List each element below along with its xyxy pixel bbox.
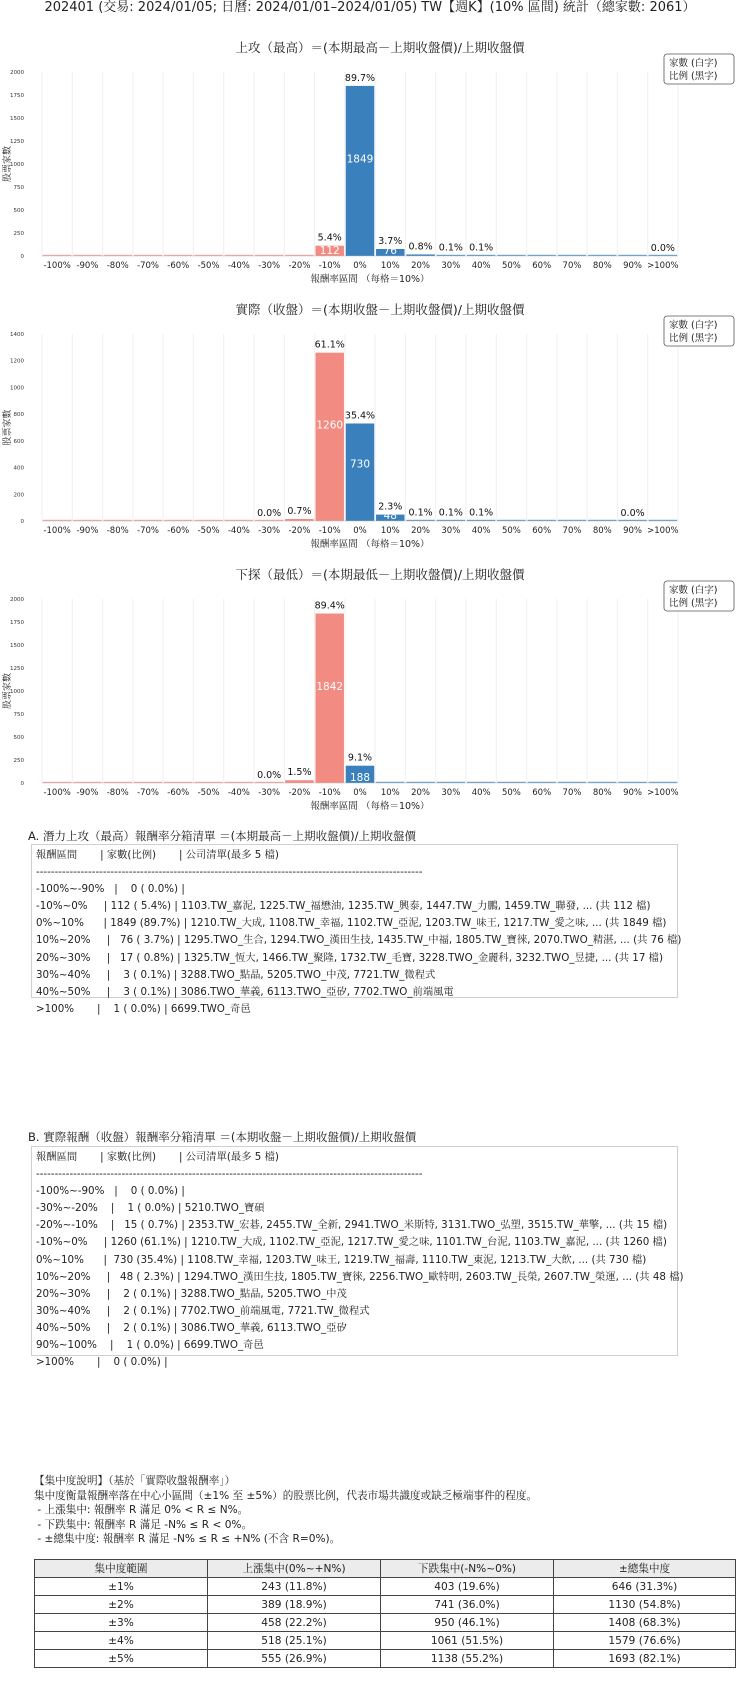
- section-b-list: [31, 1146, 684, 1369]
- y-tick-label: 1500: [10, 116, 24, 122]
- count-label: 1842: [316, 680, 344, 693]
- bar: [315, 353, 343, 521]
- chart-low-return: [0, 581, 740, 823]
- table-cell: 1138 (55.2%): [381, 1650, 554, 1668]
- y-tick-label: 250: [13, 231, 24, 237]
- table-cell: ±3%: [35, 1614, 208, 1632]
- x-tick-label: 40%: [471, 788, 491, 798]
- pct-label: 0.1%: [438, 242, 463, 254]
- count-label: 76: [383, 245, 397, 257]
- explanation-line: - ±總集中度: 報酬率 R 滿足 -N% ≤ R ≤ +N% (不含 R=0%)。: [34, 1533, 341, 1546]
- chart-close-return: [0, 316, 740, 561]
- legend-entry: 比例 (黑字): [669, 598, 718, 609]
- list-line: 90%~100% | 1 ( 0.0%) | 6699.TWO_奇邑: [36, 1339, 264, 1352]
- pct-label: 61.1%: [314, 339, 345, 351]
- y-tick-label: 400: [13, 465, 24, 472]
- x-tick-label: 80%: [592, 788, 612, 798]
- x-tick-label: 30%: [441, 526, 461, 536]
- legend-entry: 比例 (黑字): [669, 333, 718, 344]
- legend-entry: 比例 (黑字): [669, 71, 718, 82]
- x-tick-label: -50%: [197, 526, 220, 536]
- x-tick-label: 70%: [562, 261, 582, 271]
- list-line: 20%~30% | 2 ( 0.1%) | 3288.TWO_點晶, 5205.TWO_中茂: [36, 1287, 347, 1300]
- x-tick-label: -80%: [106, 788, 129, 798]
- pct-label: 0.0%: [257, 507, 282, 519]
- x-tick-label: -30%: [258, 788, 281, 798]
- concentration-explanation: [34, 1474, 537, 1547]
- pct-label: 89.4%: [314, 600, 345, 612]
- concentration-table: [34, 1559, 736, 1668]
- x-tick-label: -50%: [197, 261, 220, 271]
- x-tick-label: 20%: [411, 526, 431, 536]
- pct-label: 9.1%: [347, 752, 373, 764]
- x-tick-label: -70%: [137, 526, 159, 536]
- x-tick-label: 20%: [411, 788, 431, 798]
- list-line: -10%~0% | 1260 (61.1%) | 1210.TW_大成, 1102.TW_亞泥, 1217.TW_愛之味, 1101.TW_台泥, 1103.TW_嘉泥, ... (共 1260 檔): [36, 1236, 667, 1249]
- x-tick-label: 60%: [532, 526, 552, 536]
- list-line: --------------------------------------------------------------------------------------------------------: [36, 1168, 423, 1181]
- chart-title-close: 實際（收盤）＝(本期收盤－上期收盤價)/上期收盤價: [235, 302, 525, 317]
- section-a-title: A. 潛力上攻（最高）報酬率分箱清單 ＝(本期最高－上期收盤價)/上期收盤價: [28, 829, 416, 843]
- list-line: 報酬區間 | 家數(比例) | 公司清單(最多 5 檔): [36, 1151, 279, 1163]
- count-label: 112: [319, 245, 340, 257]
- column-header: 上漲集中(0%~+N%): [208, 1560, 381, 1578]
- pct-label: 0.1%: [408, 507, 433, 519]
- y-tick-label: 1000: [10, 162, 24, 168]
- x-tick-label: -40%: [227, 788, 250, 798]
- table-cell: 555 (26.9%): [208, 1650, 381, 1668]
- list-line: -10%~0% | 112 ( 5.4%) | 1103.TW_嘉泥, 1225.TW_福懋油, 1235.TW_興泰, 1447.TW_力鵬, 1459.TW_聯發, ... (共 112 檔): [36, 900, 651, 913]
- x-tick-label: -70%: [137, 261, 159, 271]
- table-cell: 518 (25.1%): [208, 1632, 381, 1650]
- x-tick-label: -90%: [76, 261, 99, 271]
- section-b-title: B. 實際報酬（收盤）報酬率分箱清單 ＝(本期收盤－上期收盤價)/上期收盤價: [28, 1130, 417, 1144]
- pct-label: 3.7%: [378, 236, 403, 248]
- y-tick-label: 1200: [10, 358, 24, 365]
- x-tick-label: 80%: [592, 261, 612, 271]
- list-line: 30%~40% | 3 ( 0.1%) | 3288.TWO_點晶, 5205.TWO_中茂, 7721.TW_微程式: [36, 968, 436, 981]
- count-label: 188: [349, 772, 371, 784]
- pct-label: 89.7%: [344, 72, 376, 84]
- count-label: 48: [383, 510, 397, 522]
- list-line: 0%~10% | 730 (35.4%) | 1108.TW_幸福, 1203.TW_味王, 1219.TW_福壽, 1110.TW_東泥, 1213.TW_大飲, ... (共 730 檔): [36, 1253, 647, 1266]
- explanation-line: - 上漲集中: 報酬率 R 滿足 0% < R ≤ N%。: [34, 1504, 249, 1517]
- legend-entry: 家數 (白字): [669, 58, 718, 69]
- y-tick-label: 750: [13, 712, 24, 718]
- x-tick-label: 40%: [471, 526, 491, 536]
- pct-label: 0.8%: [408, 241, 433, 253]
- legend-entry: 家數 (白字): [669, 585, 718, 596]
- y-tick-label: 2000: [10, 597, 24, 603]
- table-cell: ±2%: [35, 1596, 208, 1614]
- x-tick-label: >100%: [647, 526, 679, 536]
- x-tick-label: -90%: [76, 788, 99, 798]
- section-a-list: [31, 844, 682, 1015]
- y-tick-label: 0: [20, 781, 24, 787]
- pct-label: 2.3%: [378, 501, 403, 513]
- x-tick-label: 90%: [623, 788, 643, 798]
- y-tick-label: 1750: [10, 93, 24, 99]
- x-tick-label: -90%: [76, 526, 99, 536]
- table-row: [35, 1632, 736, 1650]
- explanation-line: 【集中度說明】（基於「實際收盤報酬率」）: [34, 1475, 236, 1487]
- x-tick-label: -70%: [137, 788, 159, 798]
- x-tick-label: 0%: [353, 526, 367, 536]
- x-tick-label: >100%: [647, 788, 679, 798]
- x-tick-label: -10%: [318, 261, 341, 271]
- x-tick-label: 90%: [623, 526, 643, 536]
- count-label: 1849: [346, 153, 374, 166]
- page-title: 202401 (交易: 2024/01/05; 日曆: 2024/01/01–2024/01/05) TW【週K】(10% 區間) 統計（總家數: 2061）: [44, 0, 696, 15]
- x-tick-label: -30%: [258, 261, 281, 271]
- list-line: -100%~-90% | 0 ( 0.0%) |: [36, 1185, 185, 1198]
- x-tick-label: 0%: [353, 788, 367, 798]
- legend-entry: 家數 (白字): [669, 320, 718, 331]
- x-tick-label: -40%: [227, 526, 250, 536]
- x-tick-label: 10%: [380, 526, 400, 536]
- y-tick-label: 1750: [10, 620, 24, 626]
- list-line: 10%~20% | 76 ( 3.7%) | 1295.TWO_生合, 1294.TWO_漢田生技, 1435.TW_中福, 1805.TW_寶徠, 2070.TWO_精湛, ... (共 76 檔): [36, 934, 682, 947]
- chart-title-low: 下探（最低）＝(本期最低－上期收盤價)/上期收盤價: [235, 567, 525, 582]
- list-line: 報酬區間 | 家數(比例) | 公司清單(最多 5 檔): [36, 849, 279, 861]
- x-tick-label: 50%: [501, 526, 521, 536]
- y-tick-label: 1400: [10, 332, 24, 338]
- x-tick-label: 30%: [441, 788, 461, 798]
- y-tick-label: 500: [13, 735, 24, 741]
- bar: [346, 86, 374, 256]
- table-header-row: [35, 1560, 736, 1578]
- x-tick-label: 60%: [532, 788, 552, 798]
- y-tick-label: 0: [20, 519, 24, 525]
- list-line: 10%~20% | 48 ( 2.3%) | 1294.TWO_漢田生技, 1805.TW_寶徠, 2256.TWO_歐特明, 2603.TW_長榮, 2607.TW_榮運, ... (共 48 檔): [36, 1270, 684, 1283]
- x-tick-label: 90%: [623, 261, 643, 271]
- count-label: 1260: [316, 419, 344, 432]
- x-tick-label: -20%: [288, 788, 311, 798]
- y-tick-label: 1000: [10, 689, 24, 695]
- table-cell: 741 (36.0%): [381, 1596, 554, 1614]
- y-tick-label: 600: [13, 438, 24, 445]
- list-line: 30%~40% | 2 ( 0.1%) | 7702.TWO_前端風電, 7721.TW_微程式: [36, 1304, 370, 1317]
- column-header: 集中度範圍: [35, 1560, 208, 1578]
- pct-label: 0.0%: [257, 769, 282, 781]
- pct-label: 0.0%: [650, 242, 675, 254]
- list-line: >100% | 1 ( 0.0%) | 6699.TWO_奇邑: [36, 1002, 251, 1015]
- x-tick-label: -20%: [288, 261, 311, 271]
- x-tick-label: -20%: [288, 526, 311, 536]
- x-tick-label: -30%: [258, 526, 281, 536]
- y-tick-label: 1250: [10, 139, 24, 145]
- x-tick-label: -10%: [318, 526, 341, 536]
- chart-title-high: 上攻（最高）＝(本期最高－上期收盤價)/上期收盤價: [235, 40, 525, 55]
- table-cell: 1130 (54.8%): [554, 1596, 736, 1614]
- table-cell: 1693 (82.1%): [554, 1650, 736, 1668]
- x-tick-label: 80%: [592, 526, 612, 536]
- y-tick-label: 250: [13, 758, 24, 764]
- table-cell: 458 (22.2%): [208, 1614, 381, 1632]
- x-tick-label: -60%: [167, 261, 190, 271]
- list-line: 40%~50% | 2 ( 0.1%) | 3086.TWO_華義, 6113.TWO_亞矽: [36, 1321, 347, 1334]
- table-cell: ±5%: [35, 1650, 208, 1668]
- x-tick-label: 50%: [501, 261, 521, 271]
- x-axis-label: 報酬率區間 （每格＝10%）: [310, 539, 430, 550]
- x-tick-label: -60%: [167, 788, 190, 798]
- x-tick-label: -100%: [43, 788, 71, 798]
- explanation-line: - 下跌集中: 報酬率 R 滿足 -N% ≤ R < 0%。: [34, 1518, 253, 1531]
- table-cell: 1061 (51.5%): [381, 1632, 554, 1650]
- table-cell: 1579 (76.6%): [554, 1632, 736, 1650]
- x-tick-label: 70%: [562, 788, 582, 798]
- list-line: >100% | 0 ( 0.0%) |: [36, 1356, 168, 1369]
- table-cell: ±4%: [35, 1632, 208, 1650]
- table-cell: 243 (11.8%): [208, 1578, 381, 1596]
- list-line: 0%~10% | 1849 (89.7%) | 1210.TW_大成, 1108.TW_幸福, 1102.TW_亞泥, 1203.TW_味王, 1217.TW_愛之味, ... (共 1849 檔): [36, 917, 667, 930]
- table-row: [35, 1650, 736, 1668]
- pct-label: 35.4%: [344, 410, 376, 422]
- chart-high-return: [0, 54, 740, 296]
- table-cell: 403 (19.6%): [381, 1578, 554, 1596]
- pct-label: 0.1%: [438, 507, 463, 519]
- x-tick-label: -40%: [227, 261, 250, 271]
- y-axis-label: 股票家數: [3, 409, 13, 446]
- x-axis-label: 報酬率區間 （每格＝10%）: [310, 274, 430, 285]
- x-tick-label: 60%: [532, 261, 552, 271]
- table-cell: 389 (18.9%): [208, 1596, 381, 1614]
- table-cell: 950 (46.1%): [381, 1614, 554, 1632]
- y-tick-label: 800: [13, 412, 24, 419]
- explanation-line: 集中度衡量報酬率落在中心小區間（±1% 至 ±5%）的股票比例，代表市場共識度或缺乏極端事件的程度。: [34, 1489, 538, 1502]
- x-tick-label: -50%: [197, 788, 220, 798]
- x-tick-label: -60%: [167, 526, 190, 536]
- pct-label: 1.5%: [287, 767, 312, 779]
- x-tick-label: -80%: [106, 526, 129, 536]
- pct-label: 0.7%: [287, 505, 312, 517]
- table-row: [35, 1614, 736, 1632]
- x-axis-label: 報酬率區間 （每格＝10%）: [310, 801, 430, 812]
- pct-label: 5.4%: [317, 232, 342, 244]
- x-tick-label: 20%: [411, 261, 431, 271]
- x-tick-label: >100%: [647, 261, 679, 271]
- bar: [346, 423, 374, 521]
- table-cell: 1408 (68.3%): [554, 1614, 736, 1632]
- x-tick-label: 10%: [380, 261, 400, 271]
- x-tick-label: -100%: [43, 261, 71, 271]
- y-axis-label: 股票家數: [3, 672, 13, 710]
- y-tick-label: 1500: [10, 643, 24, 649]
- x-tick-label: -80%: [106, 261, 129, 271]
- x-tick-label: 70%: [562, 526, 582, 536]
- table-row: [35, 1578, 736, 1596]
- y-tick-label: 0: [20, 254, 24, 260]
- x-tick-label: 0%: [353, 261, 367, 271]
- list-line: --------------------------------------------------------------------------------------------------------: [36, 866, 423, 879]
- x-tick-label: 50%: [501, 788, 521, 798]
- column-header: ±總集中度: [554, 1560, 736, 1578]
- y-tick-label: 500: [13, 208, 24, 214]
- x-tick-label: -10%: [318, 788, 341, 798]
- table-row: [35, 1596, 736, 1614]
- table-cell: ±1%: [35, 1578, 208, 1596]
- bar: [315, 614, 343, 783]
- table-cell: 646 (31.3%): [554, 1578, 736, 1596]
- x-tick-label: 40%: [471, 261, 491, 271]
- pct-label: 0.1%: [469, 242, 494, 254]
- list-line: -20%~-10% | 15 ( 0.7%) | 2353.TW_宏碁, 2455.TW_全新, 2941.TWO_米斯特, 3131.TWO_弘塑, 3515.TW_華擎, ... (共 15 檔): [36, 1219, 668, 1232]
- x-tick-label: 10%: [380, 788, 400, 798]
- y-tick-label: 1000: [10, 385, 24, 392]
- y-tick-label: 200: [13, 492, 24, 499]
- list-line: 20%~30% | 17 ( 0.8%) | 1325.TW_恆大, 1466.TW_聚隆, 1732.TW_毛寶, 3228.TWO_金麗科, 3232.TWO_昱捷, ... (共 17 檔): [36, 951, 663, 964]
- list-line: -30%~-20% | 1 ( 0.0%) | 5210.TWO_寶碩: [36, 1202, 265, 1215]
- pct-label: 0.0%: [620, 507, 645, 519]
- x-tick-label: 30%: [441, 261, 461, 271]
- y-tick-label: 750: [13, 185, 24, 191]
- column-header: 下跌集中(-N%~0%): [381, 1560, 554, 1578]
- y-tick-label: 1250: [10, 666, 24, 672]
- count-label: 730: [349, 458, 371, 471]
- list-line: -100%~-90% | 0 ( 0.0%) |: [36, 883, 185, 896]
- list-line: 40%~50% | 3 ( 0.1%) | 3086.TWO_華義, 6113.TWO_亞矽, 7702.TWO_前端風電: [36, 985, 454, 998]
- x-tick-label: -100%: [43, 526, 71, 536]
- y-tick-label: 2000: [10, 70, 24, 76]
- pct-label: 0.1%: [469, 507, 494, 519]
- y-axis-label: 股票家數: [3, 145, 13, 183]
